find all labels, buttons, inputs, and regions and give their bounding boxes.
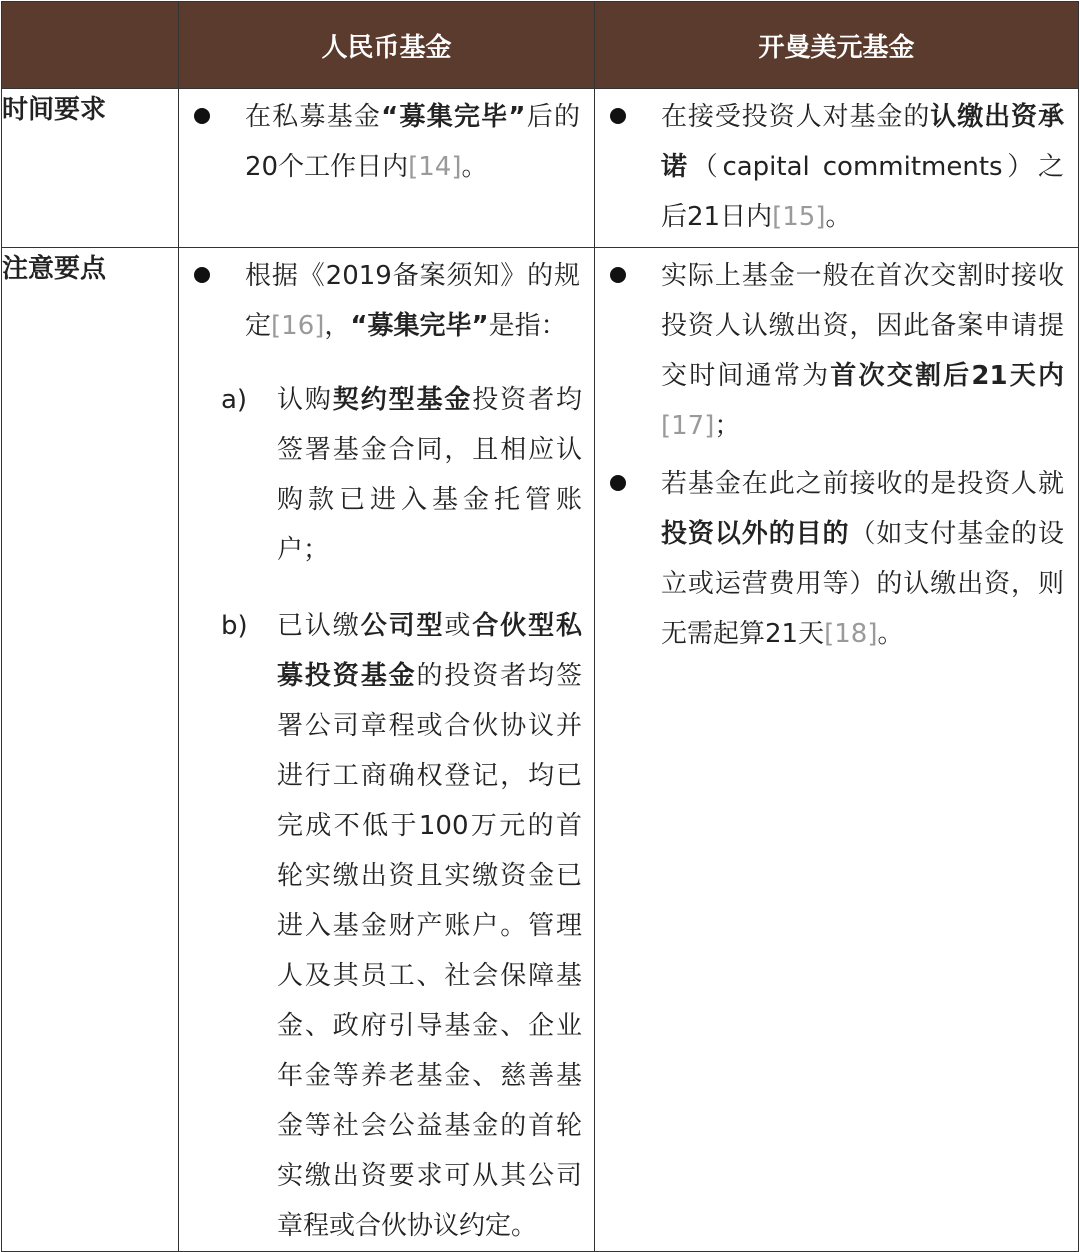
footnote-ref[interactable]: [17] (661, 411, 715, 441)
sub-item-b: b) 已认缴公司型或合伙型私募投资基金的投资者均签署公司章程或合伙协议并进行工商确权登记，均已完成不低于100万元的首轮实缴出资且实缴资金已进入基金财产账户。管理人及其员工、社会保障基金、政府引导基金、企业年金等养老基金、慈善基金等社会公益基金的首轮实缴出资要求可从其公司章程或合伙协议约定。 (179, 601, 594, 1251)
cell-notes-rmb (179, 248, 595, 1252)
bullet-dot-icon (610, 267, 626, 283)
cell-time-rmb (179, 89, 595, 248)
bullet-dot-icon (610, 108, 626, 124)
row-notes (2, 248, 1079, 1252)
row-label-notes: 注意要点 (2, 248, 179, 1252)
sub-item-a: a) 认购契约型基金投资者均签署基金合同，且相应认购款已进入基金托管账户； (179, 375, 594, 575)
list-item: 若基金在此之前接收的是投资人就投资以外的目的（如支付基金的设立或运营费用等）的认缴出资，则无需起算21天[18]。 (595, 459, 1078, 659)
bullet-dot-icon (194, 108, 210, 124)
cell-notes-usd (595, 248, 1079, 1252)
footnote-ref[interactable]: [18] (824, 619, 878, 649)
list-item: 根据《2019备案须知》的规定[16]，“募集完毕”是指： (179, 251, 594, 351)
footnote-ref[interactable]: [14] (408, 152, 462, 182)
bullet-dot-icon (610, 475, 626, 491)
list-item: 实际上基金一般在首次交割时接收投资人认缴出资，因此备案申请提交时间通常为首次交割后21天内[17]； (595, 251, 1078, 451)
sub-item-marker: b) (221, 611, 248, 641)
header-corner (2, 2, 179, 89)
comparison-table (1, 1, 1079, 1252)
header-rmb-fund: 人民币基金 (179, 2, 595, 89)
row-time-requirement (2, 89, 1079, 248)
bullet-dot-icon (194, 267, 210, 283)
header-row (2, 2, 1079, 89)
list-item: 在接受投资人对基金的认缴出资承诺（capital commitments）之后21日内[15]。 (595, 92, 1078, 242)
header-usd-fund: 开曼美元基金 (595, 2, 1079, 89)
cell-time-usd (595, 89, 1079, 248)
footnote-ref[interactable]: [16] (271, 311, 325, 341)
footnote-ref[interactable]: [15] (772, 202, 826, 232)
sub-item-marker: a) (221, 385, 248, 415)
row-label-time: 时间要求 (2, 89, 179, 248)
list-item: 在私募基金“募集完毕”后的20个工作日内[14]。 (179, 92, 594, 192)
